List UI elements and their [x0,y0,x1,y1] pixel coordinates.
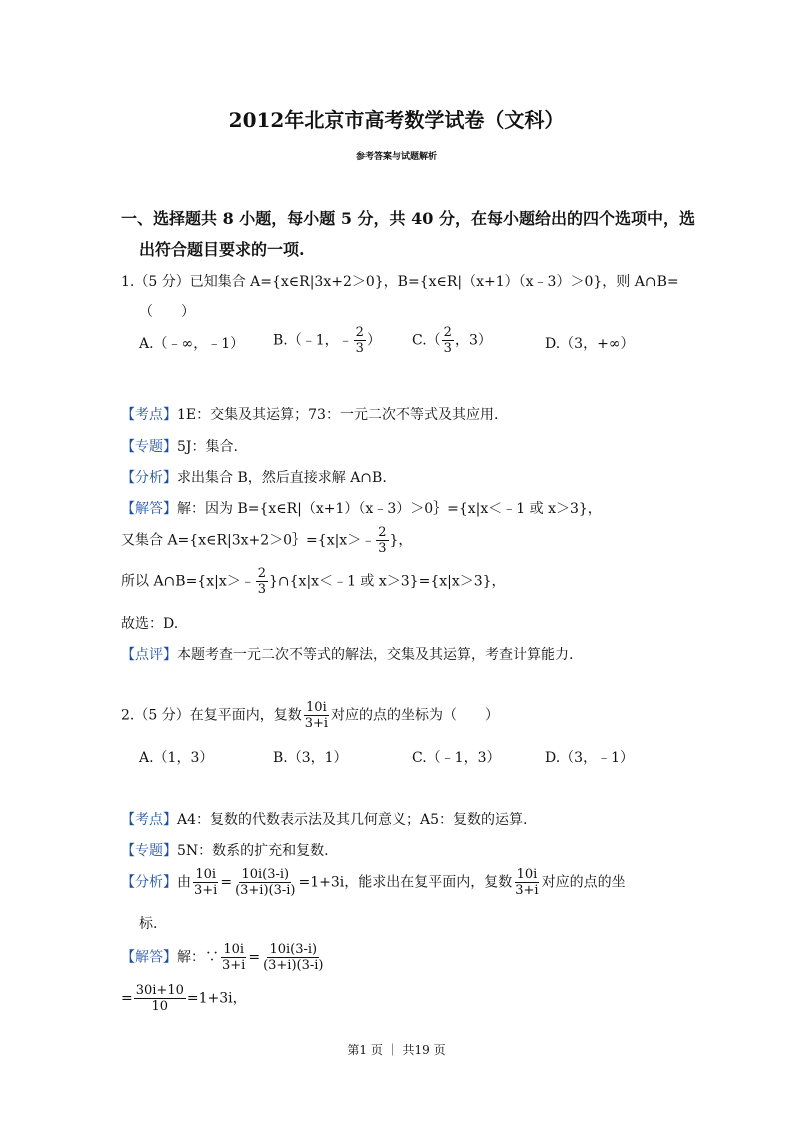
q1-option-a: A.（﹣∞，﹣1） [139,336,245,352]
section-heading-line-1: 一、选择题共 8 小题，每小题 5 分，共 40 分，在每小题给出的四个选项中，选 [121,209,695,228]
q2-option-a: A.（1，3） [139,750,214,766]
fenxi-tag: 【分析】 [121,874,177,891]
kaodian-tag: 【考点】 [121,812,177,828]
dianping-tag: 【点评】 [121,647,177,663]
fraction: $\frac{30i+10}{10}$ [135,983,184,1014]
q1-option-b: B.（﹣1，﹣ $\frac{2}{3}$ ） [273,325,381,356]
page-title: 2012年北京市高考数学试卷（文科） [228,108,565,132]
fraction: $\frac{10i(3-i)}{(3+i)(3-i)}$ [235,867,296,898]
q2-stem: 2.（5 分）在复平面内，复数 $\frac{10i}{3+i}$ 对应的点的坐标为（ ） [121,700,500,731]
zhuanti-tag: 【专题】 [121,843,177,859]
q1-jieda-line-3: 所以 A∩B={x|x＞﹣ $\frac{2}{3}$ }∩{x|x＜﹣1 或 x＞3}={x|x＞3}， [121,566,506,597]
q1-dianping: 【点评】本题考查一元二次不等式的解法，交集及其运算，考查计算能力. [121,647,574,663]
section-heading-line-2: 出符合题目要求的一项. [139,240,305,259]
q1-kaodian: 【考点】1E：交集及其运算；73：一元二次不等式及其应用. [121,407,499,423]
q1-jieda-line-4: 故选：D. [121,616,179,632]
q1-jieda-line-2: 又集合 A={x∈R|3x+2＞0｝={x|x＞﹣ $\frac{2}{3}$ }， [121,525,413,556]
q1-zhuanti: 【专题】5J：集合. [121,439,238,455]
q2-fenxi-line-2: 标. [139,916,158,932]
fraction: $\frac{2}{3}$ [443,325,452,356]
q2-kaodian: 【考点】A4：复数的代数表示法及其几何意义；A5：复数的运算. [121,812,528,828]
fenxi-tag: 【分析】 [121,470,177,486]
jieda-tag: 【解答】 [121,501,177,517]
fraction: $\frac{2}{3}$ [378,525,387,556]
q1-stem-line-2: （ ） [139,304,195,320]
q2-option-d: D.（3，﹣1） [545,750,634,766]
fraction: $\frac{10i}{3+i}$ [304,700,329,731]
fraction: $\frac{10i}{3+i}$ [222,942,246,973]
zhuanti-tag: 【专题】 [121,439,177,455]
q2-fenxi-line-1: 【分析】由 $\frac{10i}{3+i}$ = $\frac{10i(3-i)}{(3+i)(3-i)}$ =1+3i，能求出在复平面内，复数 $\frac{10i}{3+i}$ 对应的点的坐 [121,867,626,898]
q1-stem-line-1: 1.（5 分）已知集合 A={x∈R|3x+2＞0}，B={x∈R|（x+1）（x﹣3）＞0}，则 A∩B= [121,274,679,290]
q1-fenxi: 【分析】求出集合 B，然后直接求解 A∩B. [121,470,387,486]
q1-option-c: C.（ $\frac{2}{3}$ ，3） [412,325,492,356]
page-footer: 第1 页 ｜ 共19 页 [347,1043,446,1057]
fraction: $\frac{10i}{3+i}$ [194,867,218,898]
fraction: $\frac{2}{3}$ [257,566,267,597]
q2-jieda-line-2: = $\frac{30i+10}{10}$ =1+3i， [121,983,247,1014]
q2-zhuanti: 【专题】5N：数系的扩充和复数. [121,843,329,859]
fraction: $\frac{10i}{3+i}$ [515,867,539,898]
page-subtitle: 参考答案与试题解析 [355,152,437,162]
q1-jieda-line-1: 【解答】解：因为 B={x∈R|（x+1）（x﹣3）＞0｝={x|x＜﹣1 或 x＞3}， [121,501,602,517]
fraction: $\frac{10i(3-i)}{(3+i)(3-i)}$ [263,942,324,973]
q2-option-b: B.（3，1） [273,750,348,766]
q2-jieda-line-1: 【解答】解：∵ $\frac{10i}{3+i}$ = $\frac{10i(3-i)}{(3+i)(3-i)}$ [121,942,324,973]
q1-option-d: D.（3，+∞） [545,336,635,352]
kaodian-tag: 【考点】 [121,407,177,423]
fraction: $\frac{2}{3}$ [355,325,364,356]
jieda-tag: 【解答】 [121,949,177,966]
q2-option-c: C.（﹣1，3） [412,750,501,766]
